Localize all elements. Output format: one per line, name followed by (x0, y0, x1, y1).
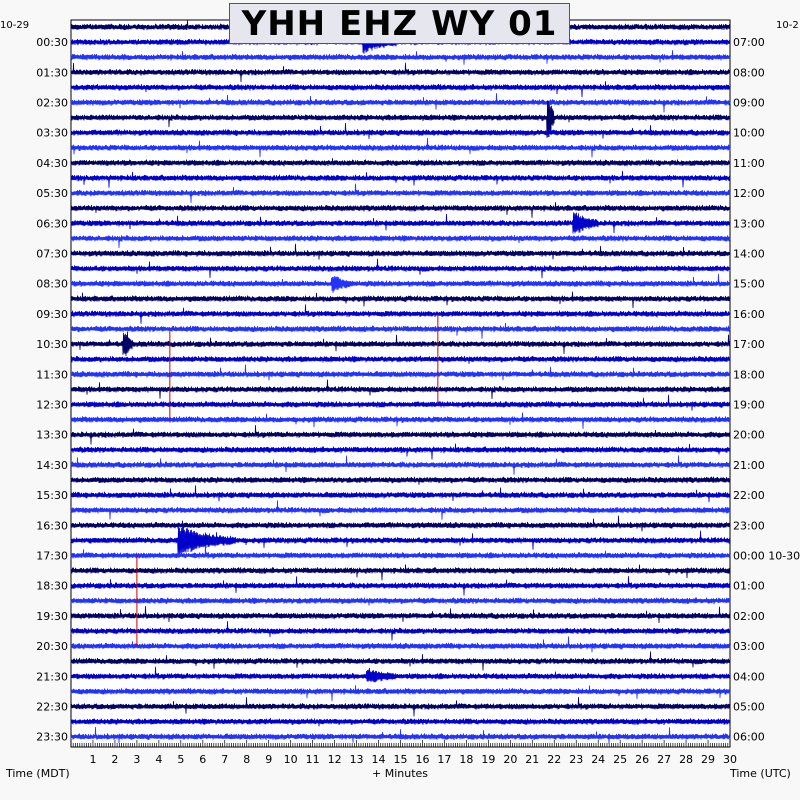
x-tick-label: 7 (221, 753, 229, 766)
x-label-right: Time (UTC) (730, 767, 791, 780)
x-tick-label: 14 (371, 753, 386, 766)
x-tick-label: 15 (393, 753, 408, 766)
x-tick-label: 22 (547, 753, 562, 766)
left-time-label: 11:30 (36, 368, 68, 382)
x-tick-label: 21 (525, 753, 540, 766)
x-tick-label: 28 (679, 753, 694, 766)
right-time-label: 18:00 (733, 368, 765, 382)
left-time-label: 15:30 (36, 489, 68, 503)
x-tick-label: 19 (481, 753, 496, 766)
x-tick-label: 23 (569, 753, 584, 766)
x-tick-label: 5 (177, 753, 185, 766)
x-tick-label: 20 (503, 753, 518, 766)
right-time-label: 02:00 (733, 609, 765, 623)
right-time-label: 04:00 (733, 670, 765, 684)
left-time-label: 17:30 (36, 549, 68, 563)
x-tick-label: 1 (89, 753, 97, 766)
x-tick-label: 27 (657, 753, 672, 766)
x-tick-label: 6 (199, 753, 207, 766)
x-tick-label: 4 (155, 753, 163, 766)
x-tick-label: 8 (243, 753, 251, 766)
left-time-label: 00:30 (36, 36, 68, 50)
right-time-label: 23:00 (733, 519, 765, 533)
x-label-left: Time (MDT) (6, 767, 70, 780)
x-tick-label: 30 (723, 753, 737, 766)
left-time-label: 07:30 (36, 247, 68, 261)
date-left: 10-29 (0, 20, 30, 31)
left-time-label: 19:30 (36, 609, 68, 623)
x-tick-label: 2 (111, 753, 119, 766)
right-time-label: 16:00 (733, 307, 765, 321)
x-tick-label: 9 (265, 753, 273, 766)
left-time-label: 22:30 (36, 700, 68, 714)
right-time-label: 06:00 (733, 730, 765, 744)
x-tick-label: 12 (327, 753, 342, 766)
x-tick-label: 10 (283, 753, 298, 766)
x-tick-label: 17 (437, 753, 452, 766)
x-tick-label: 24 (591, 753, 606, 766)
x-tick-label: 25 (613, 753, 628, 766)
x-tick-label: 16 (415, 753, 430, 766)
x-tick-label: 26 (635, 753, 650, 766)
left-time-label: 20:30 (36, 640, 68, 654)
date-right: 10-2 (776, 20, 799, 31)
chart-title: YHH EHZ WY 01 (241, 3, 558, 44)
left-time-label: 13:30 (36, 428, 68, 442)
x-tick-label: 29 (701, 753, 716, 766)
right-time-label: 15:00 (733, 277, 765, 291)
left-time-label: 03:30 (36, 126, 68, 140)
x-tick-label: 13 (349, 753, 364, 766)
left-time-label: 16:30 (36, 519, 68, 533)
left-time-label: 14:30 (36, 458, 68, 472)
left-time-label: 08:30 (36, 277, 68, 291)
x-tick-label: 3 (133, 753, 141, 766)
left-time-label: 21:30 (36, 670, 68, 684)
left-time-label: 12:30 (36, 398, 68, 412)
left-time-label: 23:30 (36, 730, 68, 744)
left-time-label: 10:30 (36, 338, 68, 352)
x-label-center: + Minutes (372, 767, 429, 780)
x-tick-label: 18 (459, 753, 474, 766)
right-time-label: 12:00 (733, 187, 765, 201)
left-time-label: 04:30 (36, 156, 68, 170)
left-time-label: 06:30 (36, 217, 68, 231)
right-time-label: 13:00 (733, 217, 765, 231)
right-time-label: 03:00 (733, 640, 765, 654)
right-time-label: 00:00 10-30 (733, 549, 800, 563)
right-time-label: 11:00 (733, 156, 765, 170)
left-time-label: 01:30 (36, 66, 68, 80)
x-tick-label: 11 (305, 753, 320, 766)
left-time-label: 09:30 (36, 307, 68, 321)
right-time-label: 01:00 (733, 579, 765, 593)
right-time-label: 14:00 (733, 247, 765, 261)
left-time-label: 18:30 (36, 579, 68, 593)
right-time-label: 09:00 (733, 96, 765, 110)
title-box (229, 3, 570, 44)
right-time-label: 19:00 (733, 398, 765, 412)
left-time-labels (36, 36, 68, 744)
right-time-labels (733, 36, 800, 744)
left-time-label: 02:30 (36, 96, 68, 110)
right-time-label: 05:00 (733, 700, 765, 714)
right-time-label: 20:00 (733, 428, 765, 442)
right-time-label: 07:00 (733, 36, 765, 50)
left-time-label: 05:30 (36, 187, 68, 201)
right-time-label: 21:00 (733, 458, 765, 472)
right-time-label: 08:00 (733, 66, 765, 80)
right-time-label: 22:00 (733, 489, 765, 503)
right-time-label: 17:00 (733, 338, 765, 352)
right-time-label: 10:00 (733, 126, 765, 140)
